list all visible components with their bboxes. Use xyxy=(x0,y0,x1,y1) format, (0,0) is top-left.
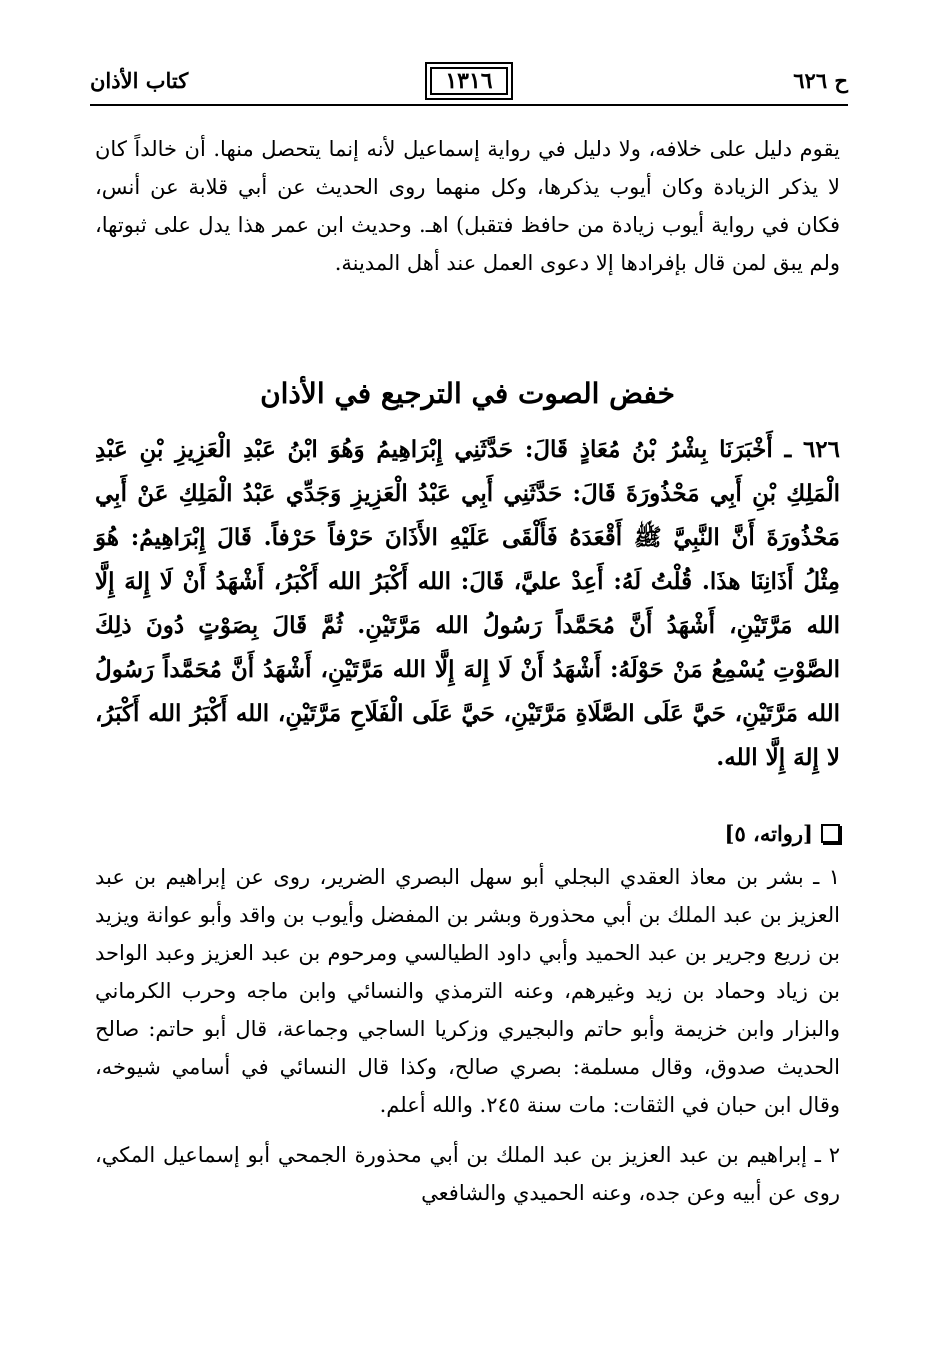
section-heading: خفض الصوت في الترجيع في الأذان xyxy=(260,377,675,410)
narrators-heading xyxy=(725,820,840,848)
header-rule xyxy=(90,104,848,106)
hadith-paragraph xyxy=(95,428,840,780)
page-header xyxy=(90,62,848,108)
hadith-text: أَخْبَرَنَا بِشْرُ بْنُ مُعَاذٍ قَالَ: حَدَّثَنِي إِبْرَاهِيمُ وَهُوَ ابْنُ عَبْدِ الْعَزِيزِ بْنِ عَبْدِ الْمَلِكِ بْنِ أَبِي مَحْذُورَةَ قَالَ: حَدَّثَنِي أَبِي عَبْدُ الْعَزِيزِ وَجَدِّي عَبْدُ الْمَلِكِ عَنْ أَبِي مَحْذُورَةَ أَنَّ النَّبِيَّ ﷺ أَقْعَدَهُ فَأَلْقَى عَلَيْهِ الأَذَانَ حَرْفاً حَرْفاً. قَالَ إِبْرَاهِيمُ: هُوَ مِثْلُ أَذَانِنَا هذَا. قُلْتُ لَهُ: أَعِدْ عليَّ، قَالَ: الله أَكْبَرُ الله أَكْبَرُ، أَشْهَدُ أَنْ لَا إِلهَ إِلَّا الله مَرَّتَيْنِ، أَشْهَدُ أَنَّ مُحَمَّداً رَسُولُ الله مَرَّتَيْنِ. ثُمَّ قَالَ بِصَوْتٍ دُونَ ذلِكَ الصَّوْتِ يُسْمِعُ مَنْ حَوْلَهُ: أَشْهَدُ أَنْ لَا إِلهَ إِلَّا الله مَرَّتَيْنِ، أَشْهَدُ أَنَّ مُحَمَّداً رَسُولُ الله مَرَّتَيْنِ، حَيَّ عَلَى الصَّلَاةِ مَرَّتَيْنِ، حَيَّ عَلَى الْفَلَاحِ مَرَّتَيْنِ، الله أَكْبَرُ الله أَكْبَرُ، لا إِلهَ إِلَّا الله. xyxy=(95,436,840,771)
hadith-range-label: ح ٦٢٦ xyxy=(793,68,848,93)
narrator-entry: ٢ ـ إبراهيم بن عبد العزيز بن عبد الملك بن أبي محذورة الجمحي أبو إسماعيل المكي، روى عن أبيه وعن جده، وعنه الحميدي والشافعي xyxy=(95,1143,840,1205)
intro-paragraph: يقوم دليل على خلافه، ولا دليل في رواية إسماعيل لأنه إنما يتحصل منها. أن خالداً كان لا يذكر الزيادة وكان أيوب يذكرها، وكل منهما روى الحديث عن أبي قلابة عن أنس، فكان في رواية أيوب زيادة من حافظ فتقبل) اهـ. وحديث ابن عمر هذا يدل على ثبوتها، ولم يبق لمن قال بإفرادها إلا دعوى العمل عند أهل المدينة. xyxy=(95,137,841,275)
square-bullet-icon xyxy=(821,824,840,843)
hadith-block xyxy=(95,428,840,780)
intro-block xyxy=(95,130,840,282)
narrators-heading-label: [رواته، ٥] xyxy=(724,821,813,846)
narrators-list xyxy=(95,858,840,1212)
page-number: ١٣١٦ xyxy=(445,68,493,94)
narrator-entry: ١ ـ بشر بن معاذ العقدي البجلي أبو سهل البصري الضرير، روى عن إبراهيم بن عبد العزيز بن عبد الملك بن أبي محذورة وبشر بن المفضل وأيوب بن واقد وأبو عوانة ويزيد بن زريع وجرير بن عبد الحميد وأبي داود الطيالسي ومرحوم بن عبد العزيز وعبد الواحد بن زياد وحماد بن زيد وغيرهم، وعنه الترمذي والنسائي وابن ماجه وحرب الكرماني والبزار وابن خزيمة وأبو حاتم والبجيري وزكريا الساجي وجماعة، قال أبو حاتم: صالح الحديث صدوق، وقال مسلمة: بصري صالح، وكذا قال النسائي في أسامي شيوخه، وقال ابن حبان في الثقات: مات سنة ٢٤٥. والله أعلم. xyxy=(95,865,840,1117)
book-title: كتاب الأذان xyxy=(90,68,189,93)
page-number-frame xyxy=(425,62,513,100)
hadith-number: ٦٢٦ ـ xyxy=(784,436,840,463)
